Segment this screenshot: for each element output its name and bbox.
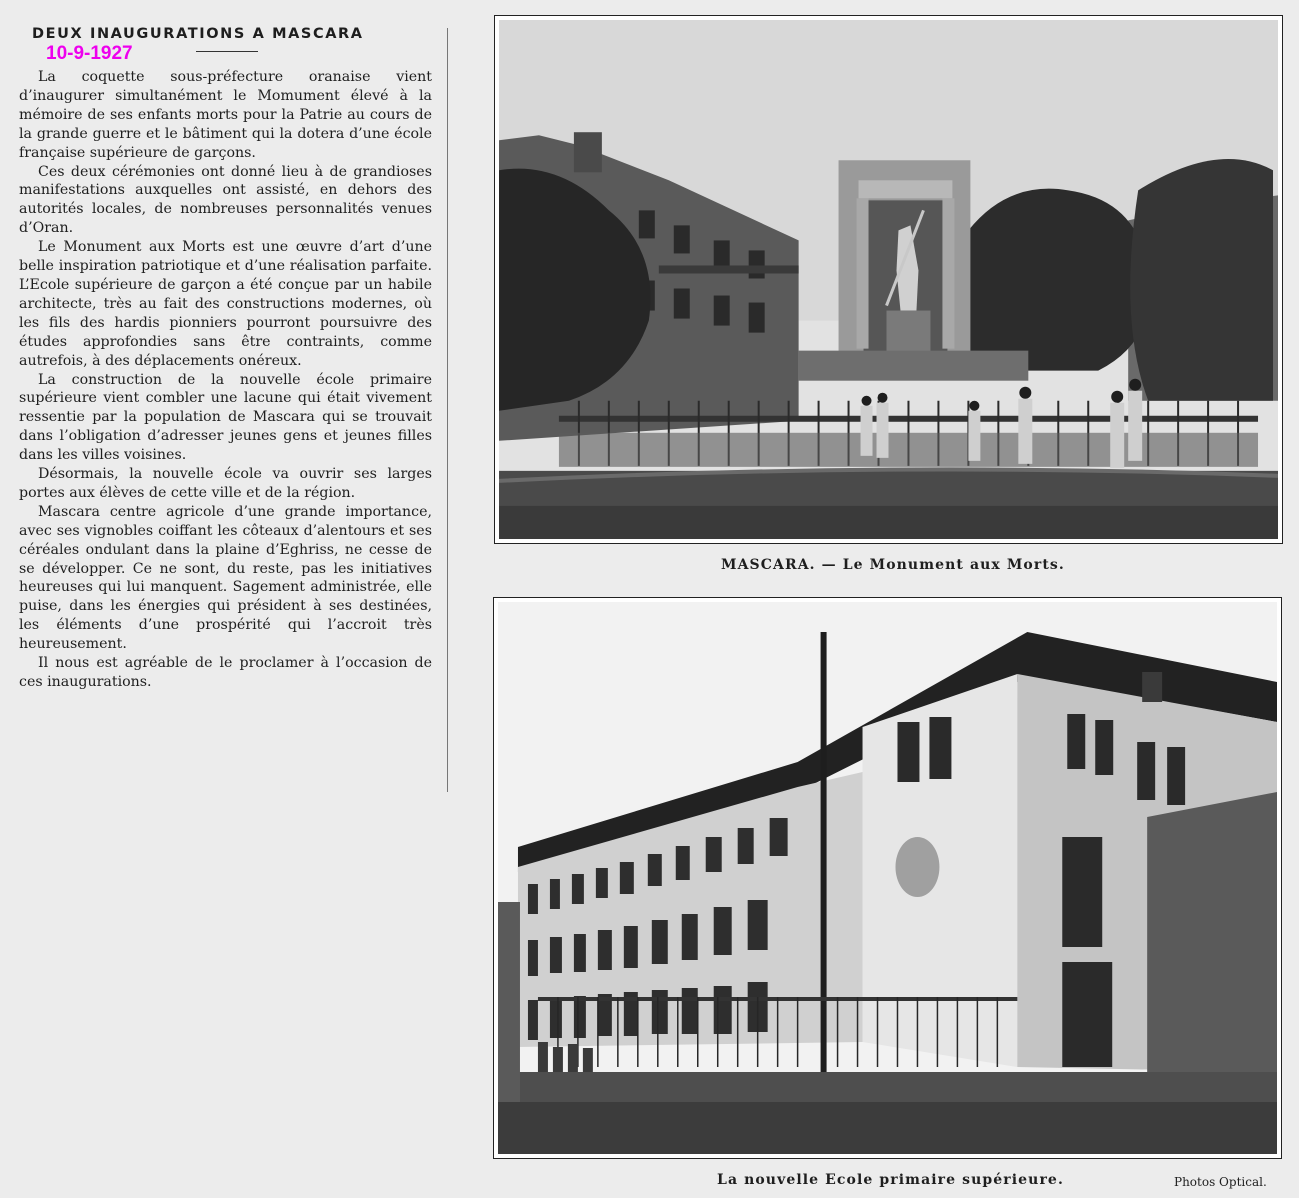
article-headline: DEUX INAUGURATIONS A MASCARA (32, 26, 364, 42)
date-stamp: 10-9-1927 (46, 43, 133, 64)
school-photo (493, 597, 1282, 1159)
monument-photo (494, 15, 1283, 544)
monument-caption: MASCARA. — Le Monument aux Morts. (721, 557, 1065, 573)
school-caption: La nouvelle Ecole primaire supérieure. (717, 1172, 1064, 1188)
article-paragraph: La construction de la nouvelle école primaire supérieure vient combler une lacune qui était vivement ressentie par la population de Mascara qui se trouvait dans l’obligation d’adresser jeunes gens et jeunes filles dans les villes voisines. (19, 371, 432, 464)
article-paragraph: Il nous est agréable de le proclamer à l’occasion de ces inaugurations. (19, 655, 432, 690)
article-paragraph: Désormais, la nouvelle école va ouvrir ses larges portes aux élèves de cette ville et de la région. (19, 466, 432, 501)
photo-credit: Photos Optical. (1174, 1175, 1267, 1189)
column-divider (447, 28, 448, 792)
article-body (19, 68, 432, 692)
monument-image (499, 20, 1278, 539)
article-paragraph: La coquette sous-préfecture oranaise vient d’inaugurer simultanément le Momument élevé à la mémoire de ses enfants morts pour la Patrie au cours de la grande guerre et le bâtiment qui la dotera d’une école française supérieure de garçons. (19, 69, 432, 161)
article-paragraph: Ces deux cérémonies ont donné lieu à de grandioses manifestations auxquelles ont assisté, en dehors des autorités locales, de nombreuses personnalités venues d’Oran. (19, 163, 432, 237)
article-paragraph: Le Monument aux Morts est une œuvre d’art d’une belle inspiration patriotique et d’une réalisation parfaite. L’Ecole supérieure de garçon a été conçue par un habile architecte, très au fait des constructions modernes, où les fils des hardis pionniers pourront poursuivre des études approfondies sans être contraints, comme autrefois, à des déplacements onéreux. (19, 239, 432, 369)
headline-rule (196, 51, 258, 52)
school-image (498, 602, 1277, 1154)
article-paragraph: Mascara centre agricole d’une grande importance, avec ses vignobles coiffant les côteaux d’alentours et ses céréales ondulant dans la plaine d’Eghriss, ne cesse de se développer. Ce ne sont, du reste, pas les initiatives heureuses qui lui manquent. Sagement administrée, elle puise, dans les énergies qui président à ses destinées, les éléments d’une prospérité qui l’accroit très heureusement. (19, 503, 432, 653)
